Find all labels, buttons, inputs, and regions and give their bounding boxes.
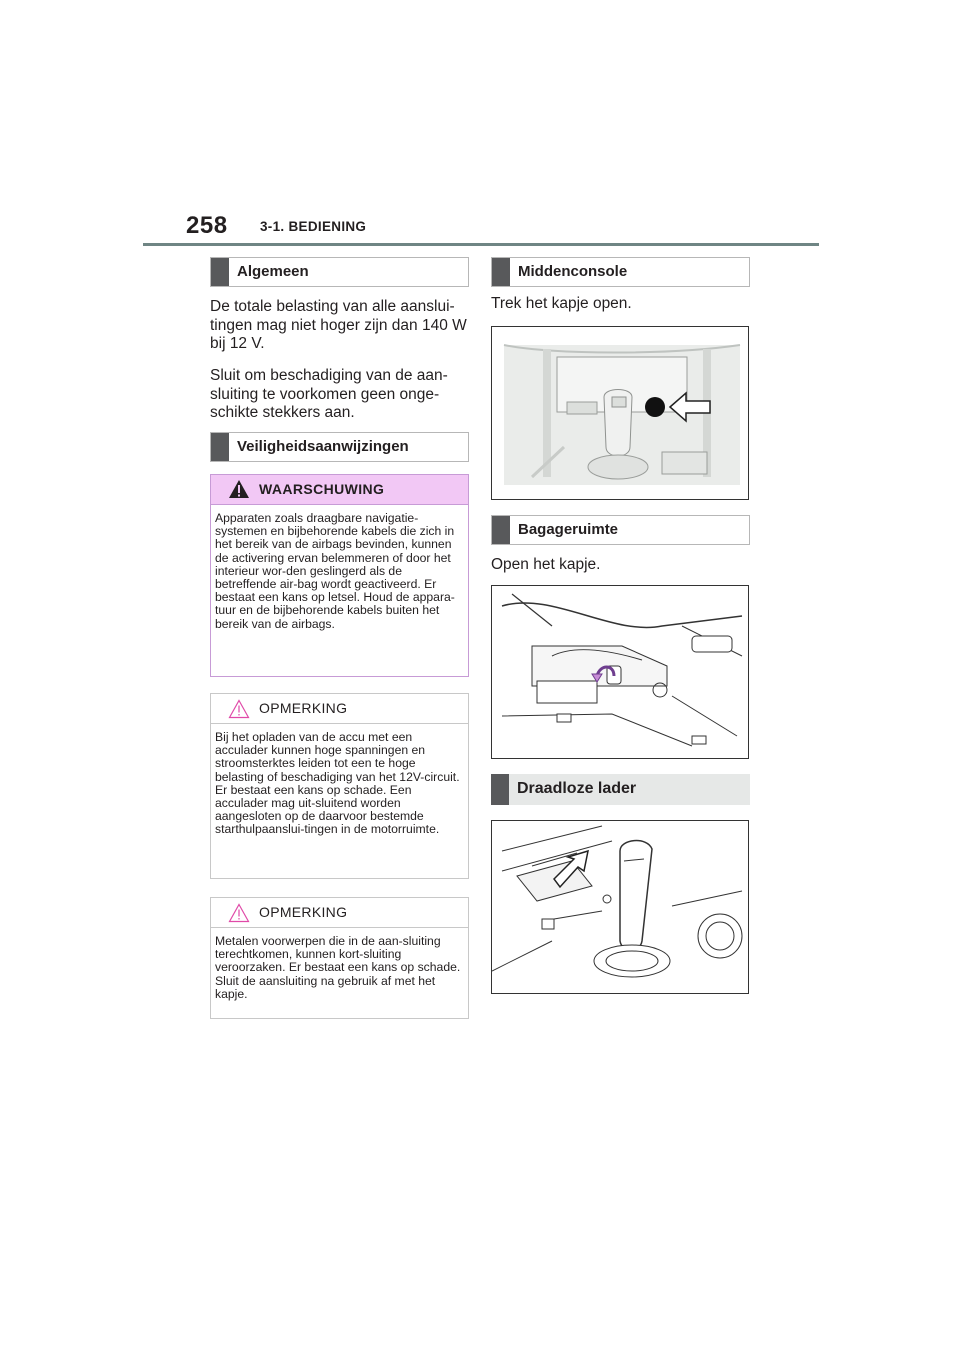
heading-tab [492, 258, 510, 286]
heading-label: Veiligheidsaanwijzingen [237, 438, 409, 455]
figure-wireless-charger [491, 820, 749, 994]
heading-label: Draadloze lader [517, 780, 637, 797]
warning-title: WAARSCHUWING [259, 481, 385, 497]
note-box-charger [210, 693, 469, 879]
note-header [211, 694, 468, 724]
section-heading-middenconsole [491, 257, 750, 287]
paragraph-load: De totale belasting van alle aanslui-tingen mag niet hoger zijn dan 140 W bij 12 V. [210, 298, 467, 352]
instruction-middenconsole: Trek het kapje open. [491, 295, 632, 312]
section-heading-bagageruimte [491, 515, 750, 545]
paragraph-plugs: Sluit om beschadiging van de aan-sluiting te voorkomen geen onge-schikte stekkers aan. [210, 367, 448, 421]
note-title: OPMERKING [259, 904, 348, 920]
chapter-title: 3-1. BEDIENING [260, 219, 367, 234]
caution-triangle-icon [228, 903, 250, 928]
note-text: Bij het opladen van de accu met een acculader kunnen hoge spanningen en stroomsterktes leiden tot een te hoge belasting of beschadiging van het 12V-circuit. Er bestaat een kans op schade. Een acculader mag uit-sluitend worden aangesloten op de daarvoor bestemde starthulpaanslui-tingen in de motorruimte. [215, 730, 460, 837]
note-box-metal [210, 897, 469, 1019]
heading-label: Middenconsole [518, 263, 628, 280]
heading-tab [211, 433, 229, 461]
heading-label: Bagageruimte [518, 521, 619, 538]
warning-header [211, 475, 468, 505]
heading-label: Algemeen [237, 263, 309, 280]
header-rule [143, 243, 819, 246]
figure-center-console [491, 326, 749, 500]
heading-tab [492, 516, 510, 544]
warning-box [210, 474, 469, 677]
note-header [211, 898, 468, 928]
note-title: OPMERKING [259, 700, 348, 716]
heading-tab [211, 258, 229, 286]
section-heading-veiligheid [210, 432, 469, 462]
section-heading-algemeen [210, 257, 469, 287]
warning-triangle-icon [228, 479, 250, 504]
caution-triangle-icon [228, 699, 250, 724]
page-number: 258 [186, 212, 228, 239]
note-text: Metalen voorwerpen die in de aan-sluiting terechtkomen, kunnen kort-sluiting veroorzaken. Er bestaat een kans op schade. Sluit de aansluiting na gebruik af met het kapje. [215, 934, 461, 1001]
figure-luggage-compartment [491, 585, 749, 759]
instruction-bagageruimte: Open het kapje. [491, 556, 601, 573]
heading-tab [491, 774, 509, 805]
section-heading-draadloze-lader [491, 774, 750, 805]
warning-text: Apparaten zoals draagbare navigatie-systemen en bijbehorende kabels die zich in het bereik van de airbags bevinden, kunnen de activering ervan belemmeren of door het interieur wor-den geslingerd als de betreffende air-bag wordt geactiveerd. Er bestaat een kans op letsel. Houd de appara-tuur en de bijbehorende kabels buiten het bereik van de airbags. [215, 511, 455, 631]
